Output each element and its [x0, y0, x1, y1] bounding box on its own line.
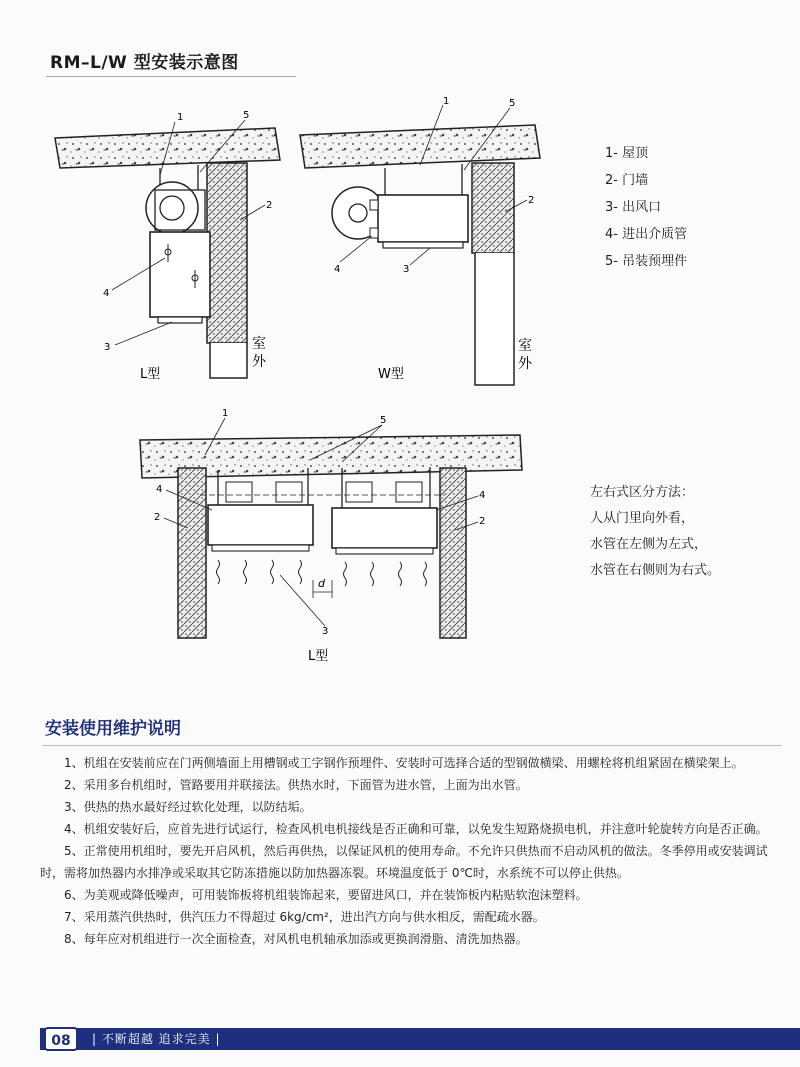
callout-2: 2 — [528, 195, 535, 206]
callout-2: 2 — [266, 200, 273, 211]
instruction-item: 8、每年应对机组进行一次全面检查，对风机电机轴承加添或更换润滑脂、清洗加热器。 — [64, 932, 528, 946]
callout-5: 5 — [380, 415, 387, 426]
instruction-item: 1、机组在安装前应在门两侧墙面上用槽钢或工字钢作预埋件、安装时可选择合适的型钢做横梁、用螺栓将机组紧固在横梁架上。 — [64, 756, 744, 770]
callout-2: 2 — [479, 516, 486, 527]
l-type-label: L型 — [140, 367, 161, 382]
callout-3: 3 — [104, 342, 111, 353]
instruction-item: 2、采用多台机组时，管路要用并联接法。供热水时，下面管为进水管，上面为出水管。 — [64, 778, 528, 792]
roof-slab — [300, 125, 540, 168]
callout-4: 4 — [479, 490, 486, 501]
component-legend — [605, 140, 687, 275]
outdoor-label-char2: 外 — [252, 354, 266, 370]
callout-1: 1 — [222, 408, 229, 419]
left-wall — [178, 468, 206, 638]
section-divider — [42, 745, 782, 746]
w-type-diagram — [300, 96, 540, 385]
instruction-item: 4、机组安装好后，应首先进行试运行，检查风机电机接线是否正确和可靠，以免发生短路烧损电机，并注意叶轮旋转方向是否正确。 — [64, 822, 768, 836]
instruction-item: 7、采用蒸汽供热时，供汽压力不得超过 6kg/cm²，进出汽方向与供水相反，需配疏水器。 — [64, 910, 545, 924]
method-line: 人从门里向外看， — [590, 511, 695, 526]
legend-item: 4- 进出介质管 — [605, 227, 688, 242]
l-type-diagram-top — [55, 110, 280, 382]
page-title: RM–L/W 型安装示意图 — [50, 53, 239, 73]
dimension-d: d — [318, 577, 325, 590]
legend-item: 3- 出风口 — [605, 200, 662, 215]
method-line: 水管在右侧则为右式。 — [590, 563, 721, 578]
outdoor-label-char1: 室 — [518, 338, 532, 354]
callout-2: 2 — [154, 512, 161, 523]
callout-3: 3 — [322, 626, 329, 637]
outdoor-label-char1: 室 — [252, 336, 266, 352]
callout-3: 3 — [403, 264, 410, 275]
callout-4: 4 — [103, 288, 110, 299]
outdoor-label-char2: 外 — [518, 356, 532, 372]
callout-4: 4 — [156, 484, 163, 495]
left-right-method — [590, 480, 720, 584]
callout-4: 4 — [334, 264, 341, 275]
instruction-item: 5、正常使用机组时，要先开启风机，然后再供热，以保证风机的使用寿命。不允许只供热而不启动风机的做法。冬季停用或安装调试时，需将加热器内水排净或采取其它防冻措施以防加热器冻裂。环境温度低于 0℃时，水系统不可以停止供热。 — [40, 844, 768, 880]
instruction-item: 6、为美观或降低噪声，可用装饰板将机组装饰起来，要留进风口，并在装饰板内粘贴软泡沫塑料。 — [64, 888, 588, 902]
callout-5: 5 — [243, 110, 250, 121]
door-wall — [472, 163, 514, 253]
method-line: 左右式区分方法： — [590, 485, 695, 500]
l-type-diagram-double — [140, 408, 522, 664]
heater-unit-left — [208, 505, 313, 545]
page-number: 08 — [44, 1027, 78, 1051]
heater-unit — [378, 195, 468, 242]
section-title: 安装使用维护说明 — [45, 719, 181, 739]
method-line: 水管在左侧为左式， — [590, 537, 708, 552]
instructions-list — [40, 752, 785, 950]
instruction-item: 3、供热的热水最好经过软化处理，以防结垢。 — [64, 800, 312, 814]
l-type-label-bottom: L型 — [308, 649, 329, 664]
callout-5: 5 — [509, 98, 516, 109]
door-wall — [207, 163, 247, 343]
footer-slogan: | 不断超越 追求完美 | — [92, 1032, 221, 1046]
legend-item: 1- 屋顶 — [605, 146, 649, 161]
heater-unit — [150, 232, 210, 317]
heater-unit-right — [332, 508, 437, 548]
callout-1: 1 — [443, 96, 450, 107]
legend-item: 5- 吊装预埋件 — [605, 254, 688, 269]
w-type-label: W型 — [378, 367, 404, 382]
right-wall — [440, 468, 466, 638]
callout-1: 1 — [177, 112, 184, 123]
legend-item: 2- 门墙 — [605, 173, 649, 188]
